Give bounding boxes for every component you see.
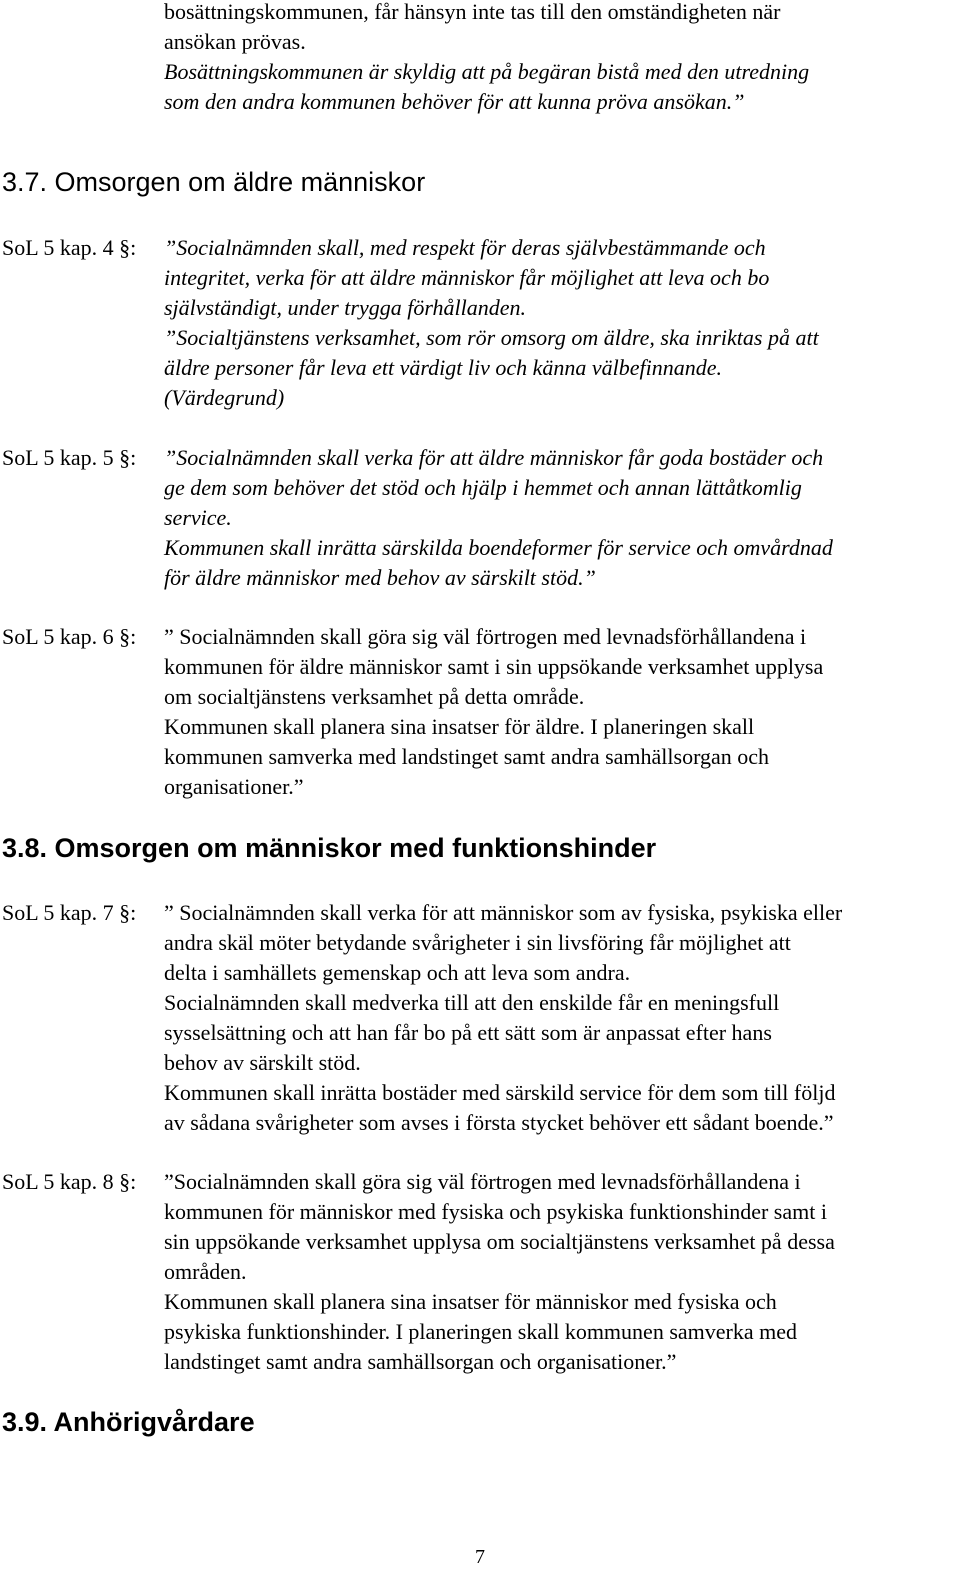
law-text-line: för äldre människor med behov av särskilt stöd.” <box>164 565 596 590</box>
law-text-line: ” Socialnämnden skall verka för att människor som av fysiska, psykiska eller <box>164 900 843 925</box>
page-number: 7 <box>475 1546 485 1568</box>
law-text-line: ”Socialnämnden skall verka för att äldre människor får goda bostäder och <box>164 445 824 470</box>
law-text-line: ”Socialnämnden skall, med respekt för deras självbestämmande och <box>164 235 766 260</box>
section-heading-3-9: 3.9. Anhörigvårdare <box>2 1407 255 1437</box>
law-text-line: integritet, verka för att äldre människor får möjlighet att leva och bo <box>164 265 770 290</box>
law-text-line: ”Socialnämnden skall göra sig väl förtrogen med levnadsförhållandena i <box>164 1169 801 1194</box>
law-text-line: Socialnämnden skall medverka till att den enskilde får en meningsfull <box>164 990 780 1015</box>
law-text-line: sin uppsökande verksamhet upplysa om socialtjänstens verksamhet på dessa <box>164 1229 835 1254</box>
law-reference: SoL 5 kap. 7 §: <box>2 900 137 925</box>
law-text-line-mixed <box>164 1317 797 1347</box>
law-reference: SoL 5 kap. 4 §: <box>2 235 137 260</box>
law-text-line: ge dem som behöver det stöd och hjälp i hemmet och annan lättåtkomlig <box>164 475 802 500</box>
law-text-line: äldre personer får leva ett värdigt liv och känna välbefinnande. <box>164 355 723 380</box>
law-text-line: service. <box>164 505 232 530</box>
law-text-line: av sådana svårigheter som avses i första stycket behöver ett sådant boende.” <box>164 1110 834 1135</box>
section-heading-3-8: 3.8. Omsorgen om människor med funktionshinder <box>2 833 657 863</box>
intro-line: bosättningskommunen, får hänsyn inte tas till den omständigheten när <box>164 0 781 24</box>
law-reference: SoL 5 kap. 8 §: <box>2 1169 137 1194</box>
law-text-line: om socialtjänstens verksamhet på detta område. <box>164 684 585 709</box>
intro-line: som den andra kommunen behöver för att kunna pröva ansökan.” <box>164 89 745 114</box>
intro-line: ansökan prövas. <box>164 29 306 54</box>
law-text-line: Kommunen skall planera sina insatser för äldre. I planeringen skall <box>164 714 755 739</box>
intro-line: Bosättningskommunen är skyldig att på begäran bistå med den utredning <box>164 59 810 84</box>
law-text-line: andra skäl möter betydande svårigheter i sin livsföring får möjlighet att <box>164 930 791 955</box>
law-text-line: områden. <box>164 1259 247 1284</box>
law-text-line: Kommunen skall planera sina insatser för människor med fysiska och <box>164 1289 777 1314</box>
law-text-line: självständigt, under trygga förhållanden. <box>164 295 526 320</box>
law-text-line: (Värdegrund) <box>164 385 285 410</box>
law-text-fragment: samverka med <box>663 1319 797 1344</box>
law-text-fragment: psykiska funktionshinder. I planeringen skall kommunen <box>164 1319 664 1344</box>
law-text-line: ” Socialnämnden skall göra sig väl förtrogen med levnadsförhållandena i <box>164 624 807 649</box>
section-heading-3-7: 3.7. Omsorgen om äldre människor <box>2 167 426 197</box>
law-text-line: ”Socialtjänstens verksamhet, som rör omsorg om äldre, ska inriktas på att <box>164 325 819 350</box>
law-text-line: behov av särskilt stöd. <box>164 1050 361 1075</box>
law-text-line: sysselsättning och att han får bo på ett sätt som är anpassat efter hans <box>164 1020 772 1045</box>
law-text-line: delta i samhällets gemenskap och att leva som andra. <box>164 960 631 985</box>
law-reference: SoL 5 kap. 5 §: <box>2 445 137 470</box>
law-reference: SoL 5 kap. 6 §: <box>2 624 137 649</box>
law-text-line: organisationer.” <box>164 774 304 799</box>
law-text-line: Kommunen skall inrätta bostäder med särskild service för dem som till följd <box>164 1080 836 1105</box>
law-text-line: kommunen samverka med landstinget samt andra samhällsorgan och <box>164 744 770 769</box>
law-text-line: Kommunen skall inrätta särskilda boendeformer för service och omvårdnad <box>164 535 833 560</box>
law-text-line: landstinget samt andra samhällsorgan och organisationer.” <box>164 1349 677 1374</box>
law-text-line: kommunen för människor med fysiska och psykiska funktionshinder samt i <box>164 1199 827 1224</box>
law-text-line: kommunen för äldre människor samt i sin uppsökande verksamhet upplysa <box>164 654 824 679</box>
